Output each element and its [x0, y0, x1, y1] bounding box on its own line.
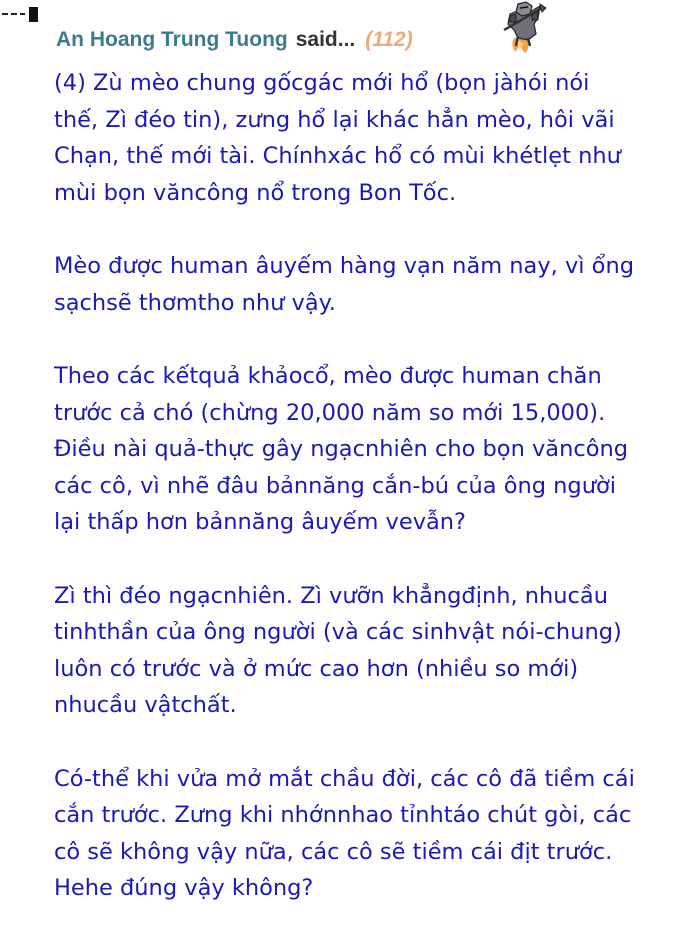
warrior-avatar-icon[interactable] — [500, 0, 548, 54]
comment-paragraph — [54, 248, 694, 321]
comment-line: Hehe đúng vậy không? — [54, 875, 314, 901]
comment-line: Mèo được human âuyếm hàng vạn năm nay, vì ổng — [54, 253, 634, 279]
comment-line: luôn có trước và ở mức cao hơn (nhiều so mới) — [54, 655, 579, 682]
said-label: said... — [295, 28, 356, 51]
comment-line: tinhthần của ông người (và các sinhvật nói-chung) — [54, 619, 622, 645]
comment-paragraph — [54, 761, 694, 907]
comment-header — [56, 28, 413, 58]
comment-count[interactable]: (112) — [365, 28, 413, 51]
comment-line: Có-thể khi vửa mở mắt chầu đời, các cô đã tiềm cái — [54, 765, 635, 792]
comment-paragraph — [54, 65, 694, 211]
comment-paragraph — [54, 358, 694, 541]
comment-line: cô sẽ không vậy nữa, các cô sẽ tiềm cái địt trước. — [54, 838, 613, 865]
comment-line: thế, Zì đéo tin), zưng hổ lại khác hẳn mèo, hôi vãi — [54, 106, 615, 133]
comment-line: Điều nài quả-thực gây ngạcnhiên cho bọn văncông — [54, 436, 629, 462]
comment-paragraph — [54, 578, 694, 724]
author-link[interactable]: An Hoang Trung Tuong — [56, 28, 288, 51]
comment-line: mùi bọn văncông nổ trong Bon Tốc. — [54, 179, 457, 206]
comment-line: sạchsẽ thơmtho như vậy. — [54, 289, 336, 316]
comment-line: Chạn, thế mới tài. Chínhxác hổ có mùi khétlẹt như — [54, 143, 621, 169]
comment-line: nhucầu vậtchất. — [54, 692, 237, 718]
comment-line: cắn trước. Zưng khi nhớnnhao tỉnhtáo chút gòi, các — [54, 802, 632, 828]
comment-line: trước cả chó (chừng 20,000 năm so mới 15,000). — [54, 399, 606, 426]
corner-mark-icon — [0, 4, 40, 24]
comment-body — [54, 65, 694, 944]
comment-line: (4) Zù mèo chung gốcgác mới hổ (bọn jàhói nói — [54, 70, 590, 96]
comment-line: các cô, vì nhẽ đâu bảnnăng cắn-bú của ông người — [54, 472, 616, 499]
comment-line: Theo các kếtquả khảocổ, mèo được human chăn — [54, 363, 602, 389]
comment-line: Zì thì đéo ngạcnhiên. Zì vưỡn khẳngđịnh, nhucầu — [54, 582, 608, 609]
comment-line: lại thấp hơn bảnnăng âuyếm vevẫn? — [54, 509, 466, 535]
